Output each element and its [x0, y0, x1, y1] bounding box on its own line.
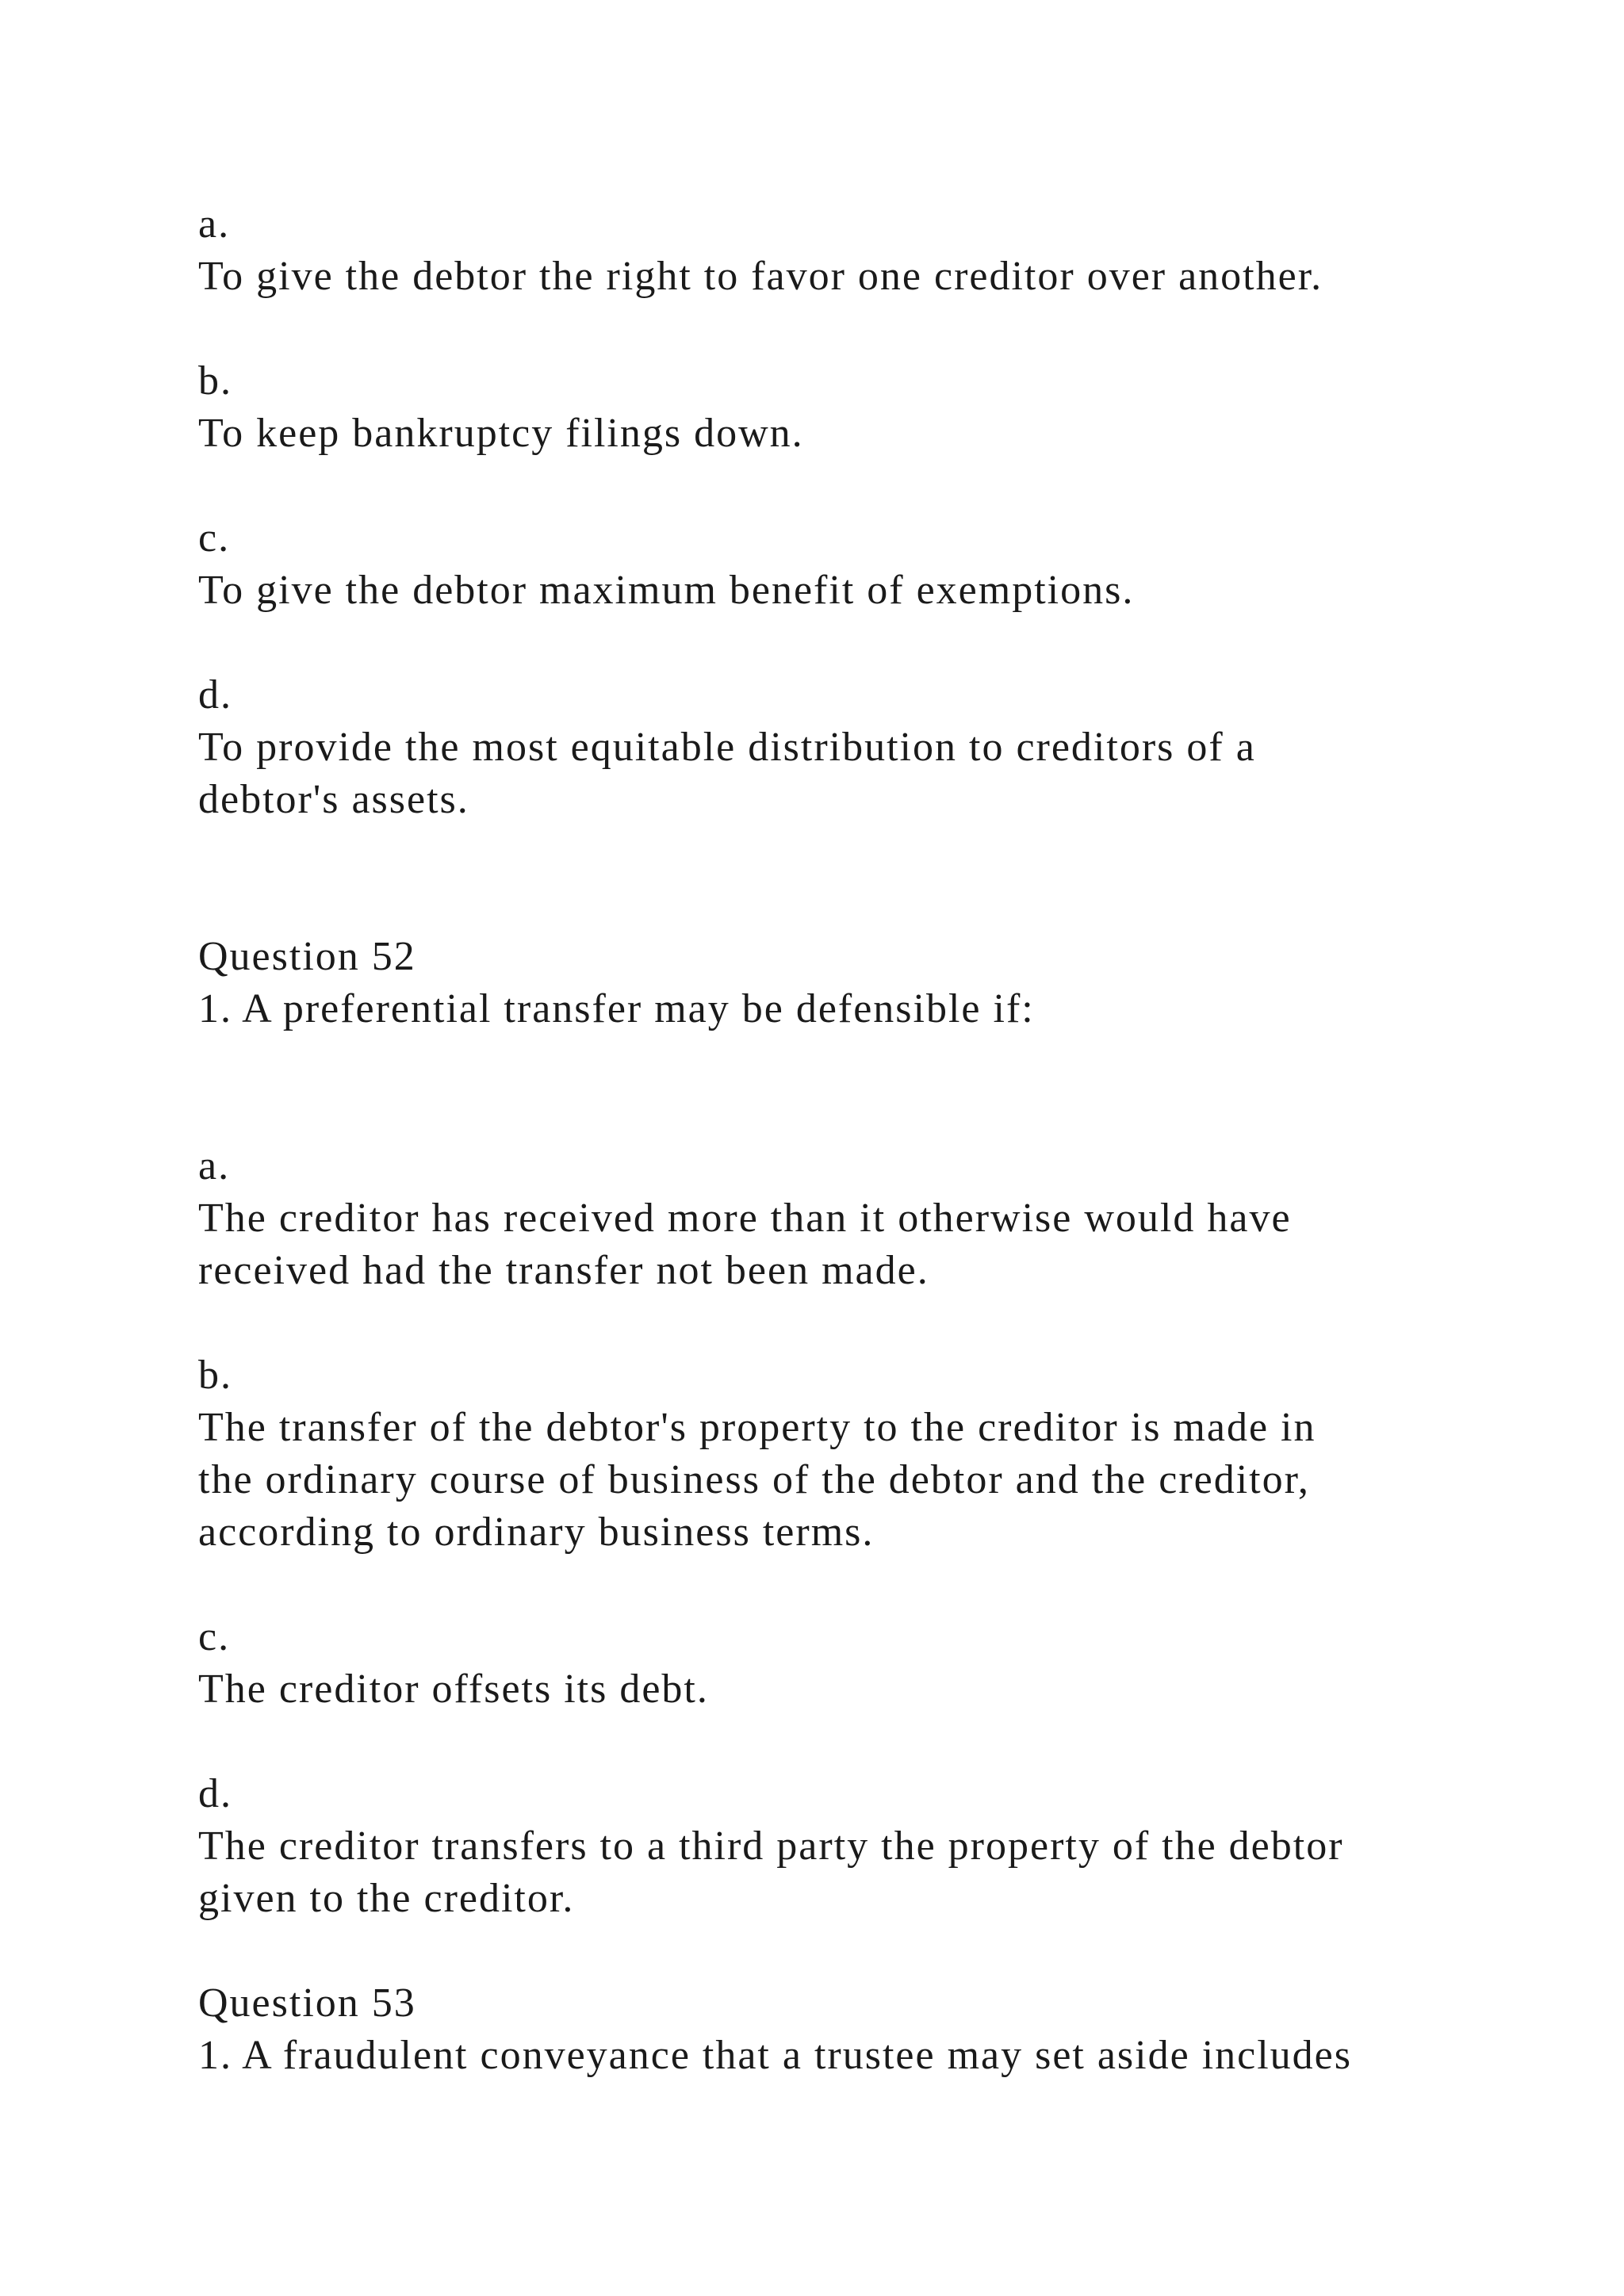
q52-option-text-a-line-1: The creditor has received more than it otherwise would have [198, 1196, 1292, 1241]
option-text-a: To give the debtor the right to favor one creditor over another. [198, 254, 1323, 299]
q52-option-text-c: The creditor offsets its debt. [198, 1667, 709, 1712]
q52-option-letter-a: a. [198, 1143, 231, 1188]
option-letter-d: d. [198, 672, 232, 718]
option-letter-c: c. [198, 515, 231, 561]
question-52-prompt: 1. A preferential transfer may be defensible if: [198, 986, 1035, 1031]
q52-option-text-a-line-2: received had the transfer not been made. [198, 1248, 929, 1293]
q52-option-text-d-line-1: The creditor transfers to a third party the property of the debtor [198, 1823, 1344, 1869]
q52-option-text-b-line-1: The transfer of the debtor's property to the creditor is made in [198, 1405, 1316, 1450]
q52-option-letter-b: b. [198, 1353, 232, 1398]
q52-option-letter-c: c. [198, 1614, 231, 1659]
option-text-d-line-1: To provide the most equitable distribution to creditors of a [198, 725, 1256, 770]
question-53-prompt: 1. A fraudulent conveyance that a trustee may set aside includes [198, 2033, 1352, 2078]
option-letter-b: b. [198, 358, 232, 404]
q52-option-letter-d: d. [198, 1771, 232, 1816]
option-text-b: To keep bankruptcy filings down. [198, 411, 804, 456]
question-53-heading: Question 53 [198, 1980, 416, 2026]
option-text-c: To give the debtor maximum benefit of exemptions. [198, 568, 1135, 613]
option-text-d-line-2: debtor's assets. [198, 777, 469, 822]
q52-option-text-b-line-3: according to ordinary business terms. [198, 1510, 875, 1555]
option-letter-a: a. [198, 201, 231, 247]
question-52-heading: Question 52 [198, 934, 416, 979]
q52-option-text-d-line-2: given to the creditor. [198, 1876, 575, 1921]
q52-option-text-b-line-2: the ordinary course of business of the debtor and the creditor, [198, 1457, 1310, 1502]
